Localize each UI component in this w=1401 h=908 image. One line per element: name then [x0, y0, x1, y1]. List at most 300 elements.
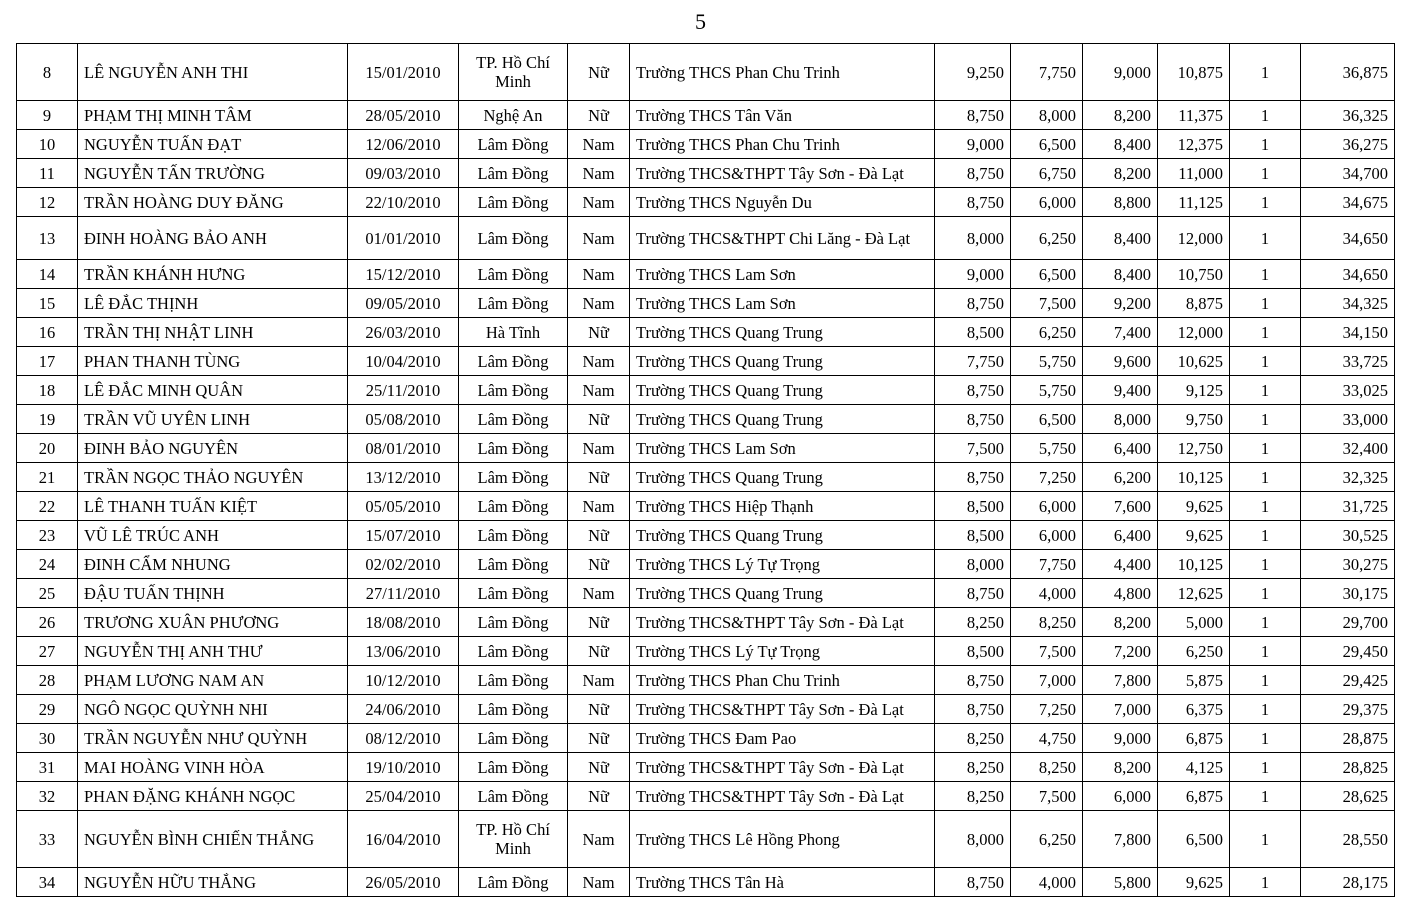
- cell-score-1: 8,500: [935, 637, 1011, 666]
- cell-school: Trường THCS Quang Trung: [630, 521, 935, 550]
- cell-score-3: 8,200: [1083, 608, 1158, 637]
- cell-score-4: 10,125: [1158, 550, 1230, 579]
- table-row: [17, 868, 1395, 897]
- cell-score-3: 9,000: [1083, 724, 1158, 753]
- cell-score-5: 1: [1230, 521, 1301, 550]
- cell-total: 28,550: [1301, 811, 1395, 868]
- cell-gender: Nam: [568, 188, 630, 217]
- cell-score-4: 12,375: [1158, 130, 1230, 159]
- cell-place-of-birth: Lâm Đồng: [459, 376, 568, 405]
- cell-school: Trường THCS Phan Chu Trinh: [630, 130, 935, 159]
- cell-score-1: 8,750: [935, 159, 1011, 188]
- cell-place-of-birth: Lâm Đồng: [459, 434, 568, 463]
- cell-total: 29,425: [1301, 666, 1395, 695]
- cell-school: Trường THCS Quang Trung: [630, 579, 935, 608]
- cell-total: 34,650: [1301, 260, 1395, 289]
- cell-score-5: 1: [1230, 217, 1301, 260]
- cell-date-of-birth: 13/06/2010: [348, 637, 459, 666]
- cell-score-2: 4,000: [1011, 868, 1083, 897]
- cell-student-name: NGUYỄN TẤN TRƯỜNG: [78, 159, 348, 188]
- cell-score-1: 8,750: [935, 289, 1011, 318]
- cell-date-of-birth: 12/06/2010: [348, 130, 459, 159]
- cell-total: 29,700: [1301, 608, 1395, 637]
- cell-total: 34,675: [1301, 188, 1395, 217]
- cell-score-5: 1: [1230, 188, 1301, 217]
- cell-stt: 28: [17, 666, 78, 695]
- cell-score-3: 9,600: [1083, 347, 1158, 376]
- cell-place-of-birth: Lâm Đồng: [459, 159, 568, 188]
- cell-gender: Nữ: [568, 724, 630, 753]
- cell-date-of-birth: 15/01/2010: [348, 44, 459, 101]
- cell-score-1: 8,750: [935, 868, 1011, 897]
- cell-gender: Nữ: [568, 637, 630, 666]
- cell-stt: 23: [17, 521, 78, 550]
- cell-score-3: 8,800: [1083, 188, 1158, 217]
- cell-school: Trường THCS Phan Chu Trinh: [630, 666, 935, 695]
- cell-total: 32,400: [1301, 434, 1395, 463]
- cell-place-of-birth: TP. Hồ Chí Minh: [459, 811, 568, 868]
- cell-student-name: TRẦN KHÁNH HƯNG: [78, 260, 348, 289]
- cell-score-1: 8,750: [935, 101, 1011, 130]
- table-row: [17, 159, 1395, 188]
- cell-date-of-birth: 05/08/2010: [348, 405, 459, 434]
- cell-student-name: LÊ ĐẮC THỊNH: [78, 289, 348, 318]
- cell-total: 34,150: [1301, 318, 1395, 347]
- table-row: [17, 811, 1395, 868]
- cell-score-5: 1: [1230, 608, 1301, 637]
- cell-score-4: 12,000: [1158, 318, 1230, 347]
- table-row: [17, 289, 1395, 318]
- cell-score-2: 7,250: [1011, 463, 1083, 492]
- cell-place-of-birth: Lâm Đồng: [459, 463, 568, 492]
- cell-student-name: ĐINH BẢO NGUYÊN: [78, 434, 348, 463]
- results-table-body: [17, 44, 1395, 897]
- cell-gender: Nữ: [568, 405, 630, 434]
- table-row: [17, 724, 1395, 753]
- cell-gender: Nam: [568, 159, 630, 188]
- cell-school: Trường THCS Quang Trung: [630, 318, 935, 347]
- cell-gender: Nam: [568, 666, 630, 695]
- cell-score-5: 1: [1230, 753, 1301, 782]
- cell-student-name: ĐINH CẨM NHUNG: [78, 550, 348, 579]
- cell-school: Trường THCS Lam Sơn: [630, 434, 935, 463]
- cell-school: Trường THCS Tân Hà: [630, 868, 935, 897]
- cell-gender: Nam: [568, 260, 630, 289]
- table-row: [17, 130, 1395, 159]
- cell-score-1: 9,000: [935, 260, 1011, 289]
- cell-total: 33,725: [1301, 347, 1395, 376]
- cell-gender: Nữ: [568, 318, 630, 347]
- page-number: 5: [695, 9, 706, 34]
- cell-date-of-birth: 24/06/2010: [348, 695, 459, 724]
- cell-stt: 26: [17, 608, 78, 637]
- cell-stt: 11: [17, 159, 78, 188]
- cell-place-of-birth: Lâm Đồng: [459, 782, 568, 811]
- cell-date-of-birth: 10/04/2010: [348, 347, 459, 376]
- table-row: [17, 579, 1395, 608]
- cell-student-name: PHAN ĐẶNG KHÁNH NGỌC: [78, 782, 348, 811]
- cell-school: Trường THCS Lam Sơn: [630, 260, 935, 289]
- cell-place-of-birth: TP. Hồ Chí Minh: [459, 44, 568, 101]
- cell-score-2: 6,250: [1011, 811, 1083, 868]
- cell-score-3: 8,400: [1083, 260, 1158, 289]
- cell-total: 33,025: [1301, 376, 1395, 405]
- cell-place-of-birth: Lâm Đồng: [459, 695, 568, 724]
- cell-gender: Nữ: [568, 521, 630, 550]
- cell-score-1: 8,000: [935, 811, 1011, 868]
- cell-score-4: 6,375: [1158, 695, 1230, 724]
- table-row: [17, 463, 1395, 492]
- cell-total: 34,650: [1301, 217, 1395, 260]
- cell-student-name: PHẠM THỊ MINH TÂM: [78, 101, 348, 130]
- cell-score-2: 4,000: [1011, 579, 1083, 608]
- cell-score-3: 5,800: [1083, 868, 1158, 897]
- cell-score-2: 7,500: [1011, 782, 1083, 811]
- cell-place-of-birth: Lâm Đồng: [459, 550, 568, 579]
- cell-place-of-birth: Lâm Đồng: [459, 868, 568, 897]
- cell-total: 36,875: [1301, 44, 1395, 101]
- cell-gender: Nam: [568, 130, 630, 159]
- cell-stt: 21: [17, 463, 78, 492]
- cell-place-of-birth: Lâm Đồng: [459, 347, 568, 376]
- cell-stt: 13: [17, 217, 78, 260]
- cell-score-1: 9,000: [935, 130, 1011, 159]
- cell-score-5: 1: [1230, 463, 1301, 492]
- cell-date-of-birth: 02/02/2010: [348, 550, 459, 579]
- cell-student-name: NGUYỄN BÌNH CHIẾN THẮNG: [78, 811, 348, 868]
- cell-score-3: 8,400: [1083, 217, 1158, 260]
- cell-score-1: 8,750: [935, 695, 1011, 724]
- cell-school: Trường THCS Quang Trung: [630, 405, 935, 434]
- cell-score-5: 1: [1230, 318, 1301, 347]
- cell-score-5: 1: [1230, 666, 1301, 695]
- cell-place-of-birth: Lâm Đồng: [459, 666, 568, 695]
- cell-stt: 8: [17, 44, 78, 101]
- cell-school: Trường THCS Tân Văn: [630, 101, 935, 130]
- cell-date-of-birth: 28/05/2010: [348, 101, 459, 130]
- cell-score-4: 4,125: [1158, 753, 1230, 782]
- cell-score-4: 11,125: [1158, 188, 1230, 217]
- table-row: [17, 44, 1395, 101]
- cell-student-name: NGÔ NGỌC QUỲNH NHI: [78, 695, 348, 724]
- cell-score-3: 7,600: [1083, 492, 1158, 521]
- cell-score-1: 8,250: [935, 782, 1011, 811]
- cell-score-5: 1: [1230, 130, 1301, 159]
- cell-date-of-birth: 13/12/2010: [348, 463, 459, 492]
- table-row: [17, 101, 1395, 130]
- cell-score-2: 7,000: [1011, 666, 1083, 695]
- cell-gender: Nữ: [568, 782, 630, 811]
- cell-total: 28,875: [1301, 724, 1395, 753]
- cell-score-5: 1: [1230, 101, 1301, 130]
- cell-school: Trường THCS Lam Sơn: [630, 289, 935, 318]
- cell-score-4: 12,750: [1158, 434, 1230, 463]
- cell-stt: 15: [17, 289, 78, 318]
- cell-score-3: 8,200: [1083, 101, 1158, 130]
- cell-score-2: 6,000: [1011, 188, 1083, 217]
- cell-score-3: 4,800: [1083, 579, 1158, 608]
- cell-gender: Nữ: [568, 695, 630, 724]
- cell-date-of-birth: 05/05/2010: [348, 492, 459, 521]
- cell-school: Trường THCS Quang Trung: [630, 376, 935, 405]
- cell-gender: Nam: [568, 376, 630, 405]
- cell-school: Trường THCS&THPT Tây Sơn - Đà Lạt: [630, 159, 935, 188]
- cell-score-5: 1: [1230, 434, 1301, 463]
- table-row: [17, 666, 1395, 695]
- cell-school: Trường THCS&THPT Tây Sơn - Đà Lạt: [630, 608, 935, 637]
- cell-stt: 32: [17, 782, 78, 811]
- cell-total: 28,175: [1301, 868, 1395, 897]
- cell-stt: 17: [17, 347, 78, 376]
- cell-score-3: 6,400: [1083, 521, 1158, 550]
- cell-student-name: TRẦN HOÀNG DUY ĐĂNG: [78, 188, 348, 217]
- cell-score-1: 9,250: [935, 44, 1011, 101]
- cell-stt: 22: [17, 492, 78, 521]
- cell-score-2: 7,750: [1011, 44, 1083, 101]
- cell-student-name: ĐẬU TUẤN THỊNH: [78, 579, 348, 608]
- cell-score-3: 8,200: [1083, 753, 1158, 782]
- cell-score-1: 8,750: [935, 579, 1011, 608]
- cell-score-5: 1: [1230, 159, 1301, 188]
- cell-score-3: 8,400: [1083, 130, 1158, 159]
- cell-score-4: 10,625: [1158, 347, 1230, 376]
- cell-school: Trường THCS Lê Hồng Phong: [630, 811, 935, 868]
- cell-score-5: 1: [1230, 724, 1301, 753]
- cell-gender: Nữ: [568, 463, 630, 492]
- cell-gender: Nam: [568, 347, 630, 376]
- cell-gender: Nam: [568, 811, 630, 868]
- cell-date-of-birth: 15/07/2010: [348, 521, 459, 550]
- cell-score-1: 7,750: [935, 347, 1011, 376]
- cell-student-name: NGUYỄN THỊ ANH THƯ: [78, 637, 348, 666]
- cell-score-3: 7,000: [1083, 695, 1158, 724]
- cell-score-2: 6,500: [1011, 405, 1083, 434]
- cell-student-name: LÊ THANH TUẤN KIỆT: [78, 492, 348, 521]
- cell-score-2: 7,500: [1011, 289, 1083, 318]
- cell-total: 28,825: [1301, 753, 1395, 782]
- cell-score-3: 7,200: [1083, 637, 1158, 666]
- table-row: [17, 782, 1395, 811]
- cell-score-2: 6,750: [1011, 159, 1083, 188]
- table-row: [17, 753, 1395, 782]
- cell-stt: 12: [17, 188, 78, 217]
- cell-student-name: TRẦN VŨ UYÊN LINH: [78, 405, 348, 434]
- table-row: [17, 260, 1395, 289]
- cell-total: 34,325: [1301, 289, 1395, 318]
- table-row: [17, 550, 1395, 579]
- cell-date-of-birth: 22/10/2010: [348, 188, 459, 217]
- cell-gender: Nam: [568, 289, 630, 318]
- cell-school: Trường THCS Hiệp Thạnh: [630, 492, 935, 521]
- cell-score-1: 8,250: [935, 753, 1011, 782]
- cell-score-4: 10,875: [1158, 44, 1230, 101]
- cell-score-4: 9,625: [1158, 521, 1230, 550]
- cell-score-2: 6,250: [1011, 217, 1083, 260]
- cell-place-of-birth: Lâm Đồng: [459, 724, 568, 753]
- cell-student-name: ĐINH HOÀNG BẢO ANH: [78, 217, 348, 260]
- cell-score-2: 6,500: [1011, 130, 1083, 159]
- table-row: [17, 405, 1395, 434]
- cell-total: 28,625: [1301, 782, 1395, 811]
- cell-total: 29,450: [1301, 637, 1395, 666]
- cell-score-3: 4,400: [1083, 550, 1158, 579]
- cell-school: Trường THCS&THPT Tây Sơn - Đà Lạt: [630, 695, 935, 724]
- cell-stt: 25: [17, 579, 78, 608]
- cell-score-3: 7,400: [1083, 318, 1158, 347]
- cell-place-of-birth: Lâm Đồng: [459, 492, 568, 521]
- cell-score-3: 8,000: [1083, 405, 1158, 434]
- cell-score-4: 9,125: [1158, 376, 1230, 405]
- cell-date-of-birth: 19/10/2010: [348, 753, 459, 782]
- cell-student-name: PHAN THANH TÙNG: [78, 347, 348, 376]
- cell-stt: 31: [17, 753, 78, 782]
- cell-student-name: LÊ NGUYỄN ANH THI: [78, 44, 348, 101]
- cell-gender: Nam: [568, 434, 630, 463]
- cell-score-4: 12,625: [1158, 579, 1230, 608]
- cell-score-3: 6,400: [1083, 434, 1158, 463]
- cell-score-2: 7,250: [1011, 695, 1083, 724]
- cell-score-5: 1: [1230, 579, 1301, 608]
- cell-score-3: 9,200: [1083, 289, 1158, 318]
- cell-score-4: 8,875: [1158, 289, 1230, 318]
- cell-gender: Nam: [568, 868, 630, 897]
- cell-score-5: 1: [1230, 44, 1301, 101]
- table-row: [17, 695, 1395, 724]
- table-row: [17, 347, 1395, 376]
- cell-score-2: 6,250: [1011, 318, 1083, 347]
- cell-student-name: TRẦN NGỌC THẢO NGUYÊN: [78, 463, 348, 492]
- cell-place-of-birth: Lâm Đồng: [459, 405, 568, 434]
- cell-place-of-birth: Lâm Đồng: [459, 289, 568, 318]
- cell-gender: Nam: [568, 217, 630, 260]
- cell-place-of-birth: Lâm Đồng: [459, 521, 568, 550]
- cell-score-5: 1: [1230, 405, 1301, 434]
- cell-score-4: 11,000: [1158, 159, 1230, 188]
- cell-score-5: 1: [1230, 289, 1301, 318]
- cell-date-of-birth: 15/12/2010: [348, 260, 459, 289]
- table-row: [17, 637, 1395, 666]
- cell-score-5: 1: [1230, 260, 1301, 289]
- cell-date-of-birth: 25/04/2010: [348, 782, 459, 811]
- cell-score-2: 6,000: [1011, 521, 1083, 550]
- cell-stt: 16: [17, 318, 78, 347]
- cell-score-2: 6,500: [1011, 260, 1083, 289]
- cell-score-4: 10,125: [1158, 463, 1230, 492]
- cell-score-4: 9,625: [1158, 868, 1230, 897]
- cell-place-of-birth: Lâm Đồng: [459, 130, 568, 159]
- cell-stt: 10: [17, 130, 78, 159]
- cell-gender: Nữ: [568, 44, 630, 101]
- cell-score-1: 8,000: [935, 550, 1011, 579]
- cell-school: Trường THCS Nguyễn Du: [630, 188, 935, 217]
- cell-date-of-birth: 09/03/2010: [348, 159, 459, 188]
- cell-date-of-birth: 27/11/2010: [348, 579, 459, 608]
- cell-score-5: 1: [1230, 376, 1301, 405]
- cell-score-3: 7,800: [1083, 811, 1158, 868]
- cell-score-2: 8,250: [1011, 608, 1083, 637]
- cell-total: 36,325: [1301, 101, 1395, 130]
- cell-score-5: 1: [1230, 492, 1301, 521]
- cell-score-5: 1: [1230, 782, 1301, 811]
- cell-score-4: 6,500: [1158, 811, 1230, 868]
- cell-school: Trường THCS Đam Pao: [630, 724, 935, 753]
- cell-school: Trường THCS Phan Chu Trinh: [630, 44, 935, 101]
- table-row: [17, 217, 1395, 260]
- cell-score-4: 5,000: [1158, 608, 1230, 637]
- cell-score-5: 1: [1230, 868, 1301, 897]
- cell-score-2: 8,000: [1011, 101, 1083, 130]
- cell-score-3: 7,800: [1083, 666, 1158, 695]
- cell-score-4: 12,000: [1158, 217, 1230, 260]
- cell-gender: Nam: [568, 579, 630, 608]
- cell-score-5: 1: [1230, 695, 1301, 724]
- cell-student-name: MAI HOÀNG VINH HÒA: [78, 753, 348, 782]
- cell-place-of-birth: Lâm Đồng: [459, 188, 568, 217]
- cell-date-of-birth: 01/01/2010: [348, 217, 459, 260]
- cell-place-of-birth: Lâm Đồng: [459, 579, 568, 608]
- cell-stt: 27: [17, 637, 78, 666]
- cell-student-name: NGUYỄN TUẤN ĐẠT: [78, 130, 348, 159]
- cell-score-1: 8,500: [935, 318, 1011, 347]
- cell-score-4: 6,875: [1158, 724, 1230, 753]
- cell-total: 33,000: [1301, 405, 1395, 434]
- cell-date-of-birth: 18/08/2010: [348, 608, 459, 637]
- cell-school: Trường THCS&THPT Tây Sơn - Đà Lạt: [630, 753, 935, 782]
- cell-place-of-birth: Lâm Đồng: [459, 260, 568, 289]
- cell-total: 30,275: [1301, 550, 1395, 579]
- cell-gender: Nữ: [568, 608, 630, 637]
- cell-stt: 19: [17, 405, 78, 434]
- cell-school: Trường THCS Lý Tự Trọng: [630, 550, 935, 579]
- cell-place-of-birth: Lâm Đồng: [459, 637, 568, 666]
- cell-date-of-birth: 26/05/2010: [348, 868, 459, 897]
- cell-score-3: 9,400: [1083, 376, 1158, 405]
- cell-score-2: 8,250: [1011, 753, 1083, 782]
- cell-score-4: 9,750: [1158, 405, 1230, 434]
- cell-score-1: 7,500: [935, 434, 1011, 463]
- cell-school: Trường THCS Quang Trung: [630, 347, 935, 376]
- cell-stt: 33: [17, 811, 78, 868]
- table-row: [17, 521, 1395, 550]
- cell-score-5: 1: [1230, 550, 1301, 579]
- cell-date-of-birth: 26/03/2010: [348, 318, 459, 347]
- cell-score-1: 8,750: [935, 376, 1011, 405]
- cell-place-of-birth: Lâm Đồng: [459, 753, 568, 782]
- table-row: [17, 492, 1395, 521]
- cell-date-of-birth: 16/04/2010: [348, 811, 459, 868]
- cell-score-2: 7,750: [1011, 550, 1083, 579]
- cell-score-2: 5,750: [1011, 376, 1083, 405]
- cell-score-5: 1: [1230, 347, 1301, 376]
- cell-student-name: TRƯƠNG XUÂN PHƯƠNG: [78, 608, 348, 637]
- cell-score-3: 8,200: [1083, 159, 1158, 188]
- cell-stt: 14: [17, 260, 78, 289]
- cell-score-5: 1: [1230, 637, 1301, 666]
- table-row: [17, 608, 1395, 637]
- table-row: [17, 318, 1395, 347]
- cell-gender: Nữ: [568, 753, 630, 782]
- cell-date-of-birth: 08/12/2010: [348, 724, 459, 753]
- cell-score-3: 9,000: [1083, 44, 1158, 101]
- cell-score-4: 6,250: [1158, 637, 1230, 666]
- cell-score-5: 1: [1230, 811, 1301, 868]
- cell-student-name: PHẠM LƯƠNG NAM AN: [78, 666, 348, 695]
- cell-school: Trường THCS&THPT Chi Lăng - Đà Lạt: [630, 217, 935, 260]
- results-table: [16, 43, 1395, 897]
- cell-score-3: 6,000: [1083, 782, 1158, 811]
- cell-score-4: 6,875: [1158, 782, 1230, 811]
- table-row: [17, 188, 1395, 217]
